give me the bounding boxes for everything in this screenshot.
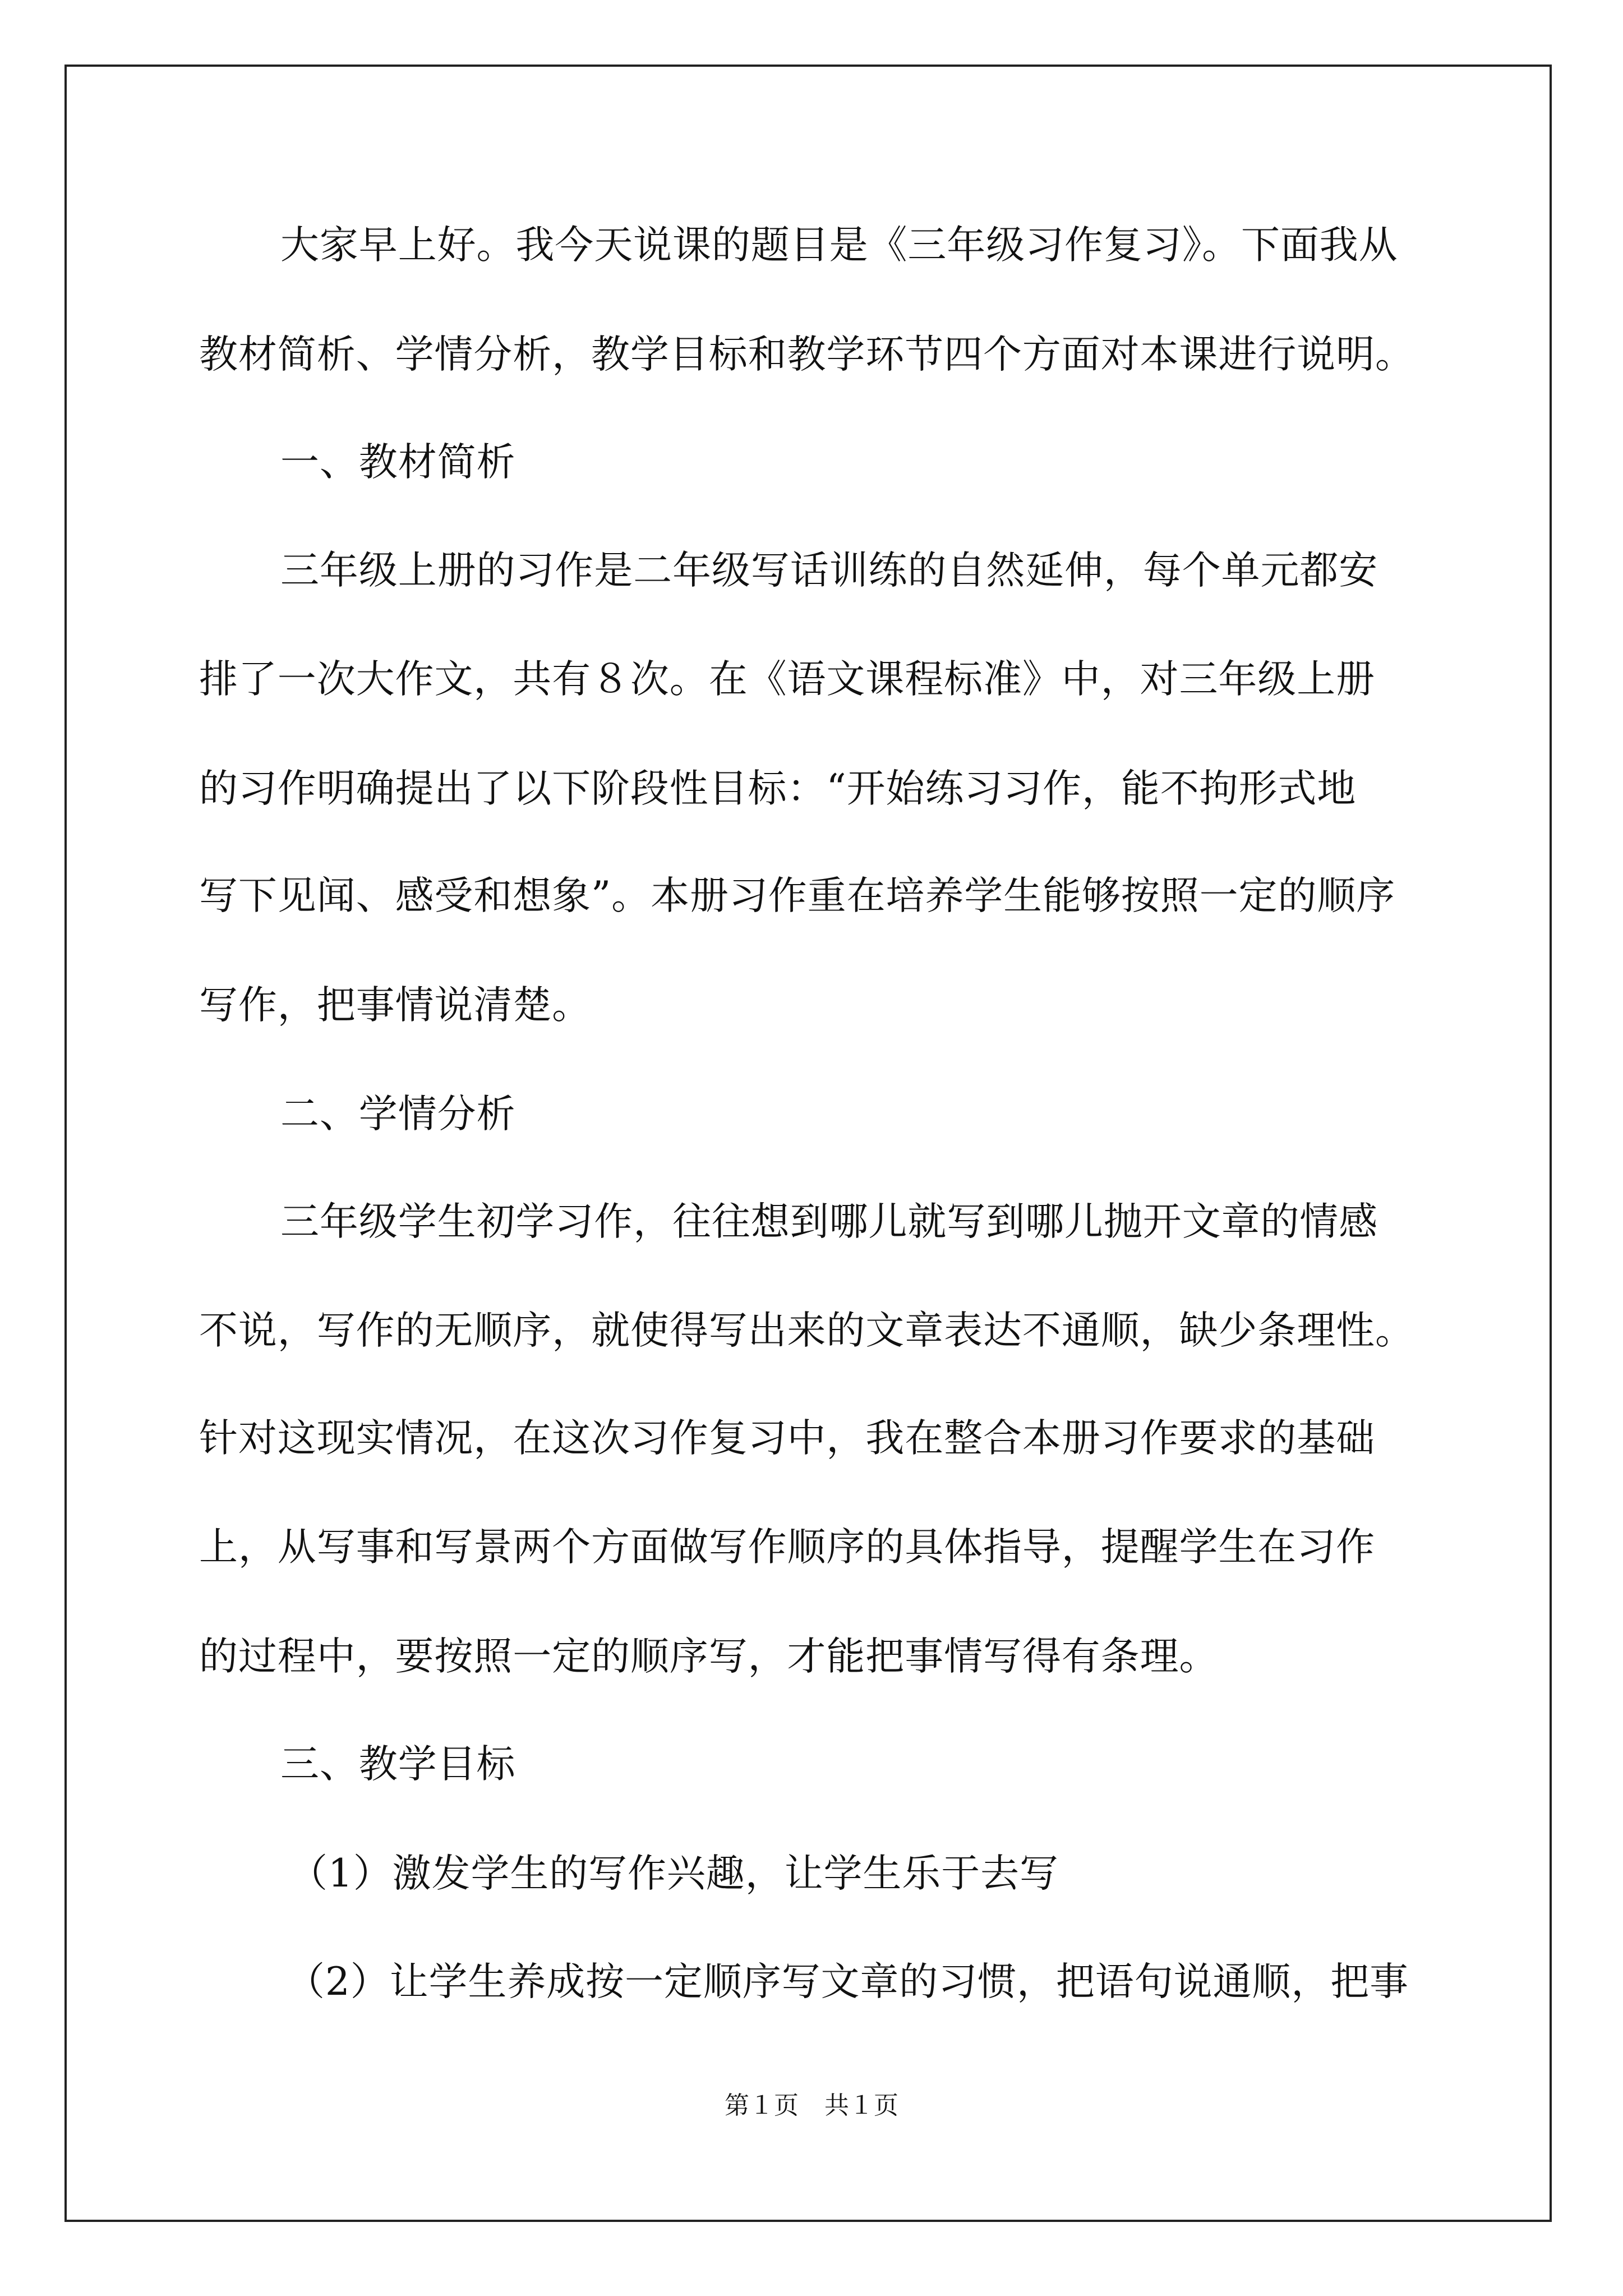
paragraph-intro-line-1: 大家早上好。我今天说课的题目是《三年级习作复习》。下面我从: [280, 223, 1398, 268]
paragraph-material-line-1: 三年级上册的习作是二年级写话训练的自然延伸，每个单元都安: [280, 548, 1378, 593]
section-heading-teaching-goals: 三、教学目标: [280, 1742, 516, 1787]
paragraph-student-line-5: 的过程中，要按照一定的顺序写，才能把事情写得有条理。: [199, 1634, 1219, 1679]
paragraph-material-line-2: 排了一次大作文，共有８次。在《语文课程标准》中，对三年级上册: [199, 657, 1375, 702]
paragraph-material-line-4: 写下见闻、感受和想象”。本册习作重在培养学生能够按照一定的顺序: [199, 873, 1396, 918]
paragraph-student-line-2: 不说，写作的无顺序，就使得写出来的文章表达不通顺，缺少条理性。: [199, 1308, 1414, 1353]
paragraph-material-line-3: 的习作明确提出了以下阶段性目标：“开始练习习作，能不拘形式地: [199, 766, 1357, 811]
page-number: 第１页: [725, 2091, 799, 2120]
section-heading-student-analysis: 二、学情分析: [280, 1092, 516, 1137]
paragraph-material-line-5: 写作，把事情说清楚。: [199, 983, 591, 1028]
section-heading-material-analysis: 一、教材简析: [280, 440, 516, 485]
paragraph-student-line-3: 针对这现实情况，在这次习作复习中，我在整合本册习作要求的基础: [199, 1416, 1375, 1461]
goal-item-2: （2）让学生养成按一定顺序写文章的习惯，把语句说通顺，把事: [286, 1959, 1409, 2004]
paragraph-student-line-1: 三年级学生初学习作，往往想到哪儿就写到哪儿抛开文章的情感: [280, 1199, 1378, 1244]
paragraph-student-line-4: 上，从写事和写景两个方面做写作顺序的具体指导，提醒学生在习作: [199, 1525, 1375, 1570]
paragraph-intro-line-2: 教材简析、学情分析，教学目标和教学环节四个方面对本课进行说明。: [199, 332, 1414, 377]
page-total: 共１页: [824, 2091, 898, 2120]
page-footer: [0, 2090, 1623, 2122]
goal-item-1: （1）激发学生的写作兴趣，让学生乐于去写: [289, 1851, 1059, 1896]
